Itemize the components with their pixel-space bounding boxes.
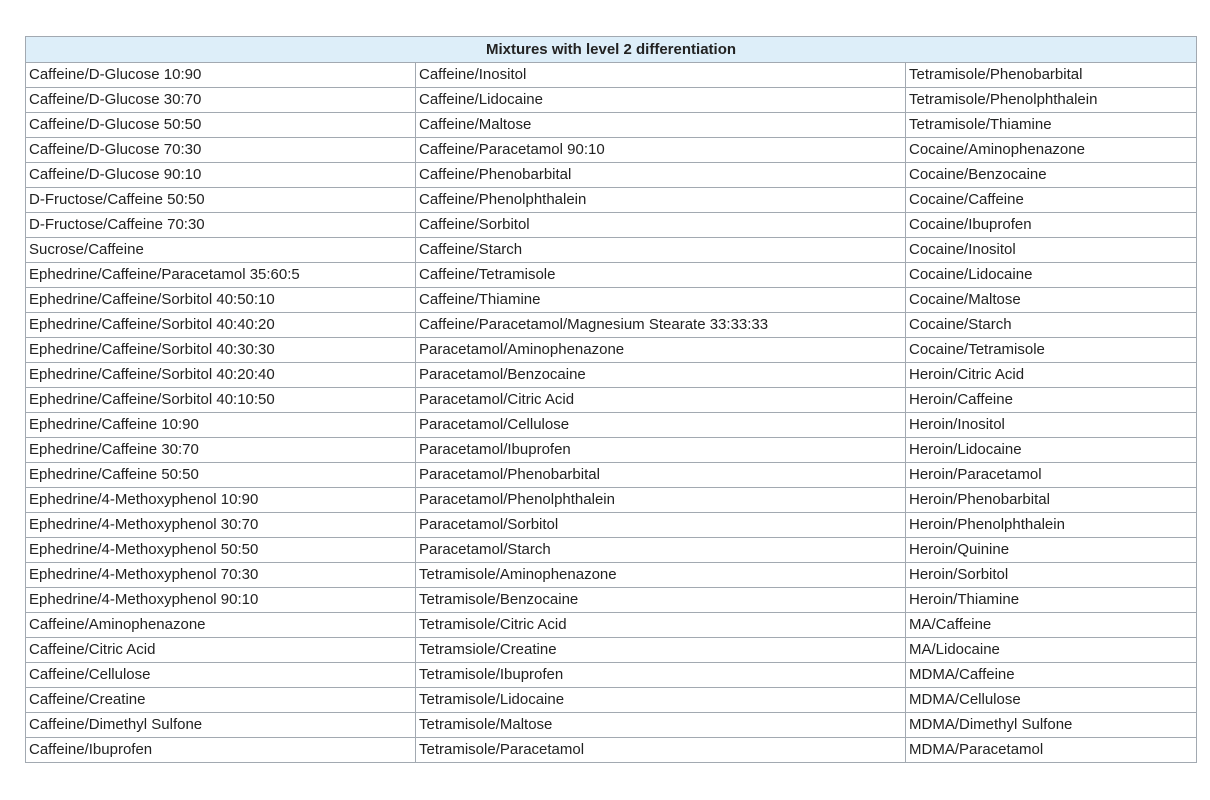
table-cell: Tetramisole/Maltose [416,713,906,738]
table-cell: Paracetamol/Sorbitol [416,513,906,538]
table-cell: Ephedrine/Caffeine/Sorbitol 40:20:40 [26,363,416,388]
table-cell: Caffeine/Thiamine [416,288,906,313]
table-cell: Cocaine/Lidocaine [906,263,1197,288]
table-cell: Caffeine/D-Glucose 90:10 [26,163,416,188]
table-cell: Heroin/Quinine [906,538,1197,563]
table-row [26,313,1197,338]
table-cell: Heroin/Sorbitol [906,563,1197,588]
table-row [26,263,1197,288]
table-title: Mixtures with level 2 differentiation [26,37,1197,63]
table-row [26,563,1197,588]
table-row [26,438,1197,463]
table-cell: Tetramisole/Paracetamol [416,738,906,763]
table-header-row [26,37,1197,63]
table-body [26,63,1197,763]
table-cell: Caffeine/Paracetamol 90:10 [416,138,906,163]
table-cell: Paracetamol/Benzocaine [416,363,906,388]
table-cell: Caffeine/D-Glucose 10:90 [26,63,416,88]
table-cell: Heroin/Thiamine [906,588,1197,613]
table-row [26,463,1197,488]
table-cell: MDMA/Paracetamol [906,738,1197,763]
table-cell: Caffeine/Citric Acid [26,638,416,663]
table-cell: Cocaine/Tetramisole [906,338,1197,363]
table-cell: Caffeine/Lidocaine [416,88,906,113]
table-cell: D-Fructose/Caffeine 70:30 [26,213,416,238]
table-cell: MDMA/Caffeine [906,663,1197,688]
table-cell: D-Fructose/Caffeine 50:50 [26,188,416,213]
table-row [26,488,1197,513]
table-row [26,288,1197,313]
table-cell: Ephedrine/4-Methoxyphenol 50:50 [26,538,416,563]
table-cell: Tetramisole/Citric Acid [416,613,906,638]
table-cell: Ephedrine/Caffeine/Sorbitol 40:50:10 [26,288,416,313]
table-row [26,363,1197,388]
table-row [26,88,1197,113]
table-cell: Caffeine/Aminophenazone [26,613,416,638]
table-cell: Ephedrine/4-Methoxyphenol 10:90 [26,488,416,513]
table-cell: Heroin/Paracetamol [906,463,1197,488]
table-cell: Heroin/Phenolphthalein [906,513,1197,538]
table-row [26,163,1197,188]
table-row [26,713,1197,738]
table-cell: Paracetamol/Ibuprofen [416,438,906,463]
table-cell: Heroin/Citric Acid [906,363,1197,388]
table-cell: Caffeine/D-Glucose 50:50 [26,113,416,138]
table-cell: Caffeine/D-Glucose 30:70 [26,88,416,113]
table-cell: Caffeine/Inositol [416,63,906,88]
table-cell: Cocaine/Benzocaine [906,163,1197,188]
table-cell: Cocaine/Aminophenazone [906,138,1197,163]
table-cell: Heroin/Lidocaine [906,438,1197,463]
table-cell: Paracetamol/Phenolphthalein [416,488,906,513]
table-row [26,63,1197,88]
table-row [26,213,1197,238]
table-cell: Ephedrine/Caffeine/Sorbitol 40:40:20 [26,313,416,338]
table-cell: Caffeine/Starch [416,238,906,263]
table-cell: Paracetamol/Starch [416,538,906,563]
table-row [26,238,1197,263]
table-cell: Ephedrine/4-Methoxyphenol 30:70 [26,513,416,538]
table-cell: Paracetamol/Cellulose [416,413,906,438]
table-row [26,113,1197,138]
table-row [26,138,1197,163]
table-row [26,638,1197,663]
table-cell: Cocaine/Inositol [906,238,1197,263]
table-cell: Caffeine/Tetramisole [416,263,906,288]
table-cell: Heroin/Inositol [906,413,1197,438]
table-cell: Caffeine/Ibuprofen [26,738,416,763]
table-row [26,413,1197,438]
table-cell: Paracetamol/Citric Acid [416,388,906,413]
table-row [26,513,1197,538]
table-cell: Tetramisole/Lidocaine [416,688,906,713]
table-cell: Caffeine/Paracetamol/Magnesium Stearate 33:33:33 [416,313,906,338]
table-row [26,388,1197,413]
table-cell: Paracetamol/Phenobarbital [416,463,906,488]
table-cell: Ephedrine/4-Methoxyphenol 70:30 [26,563,416,588]
table-row [26,538,1197,563]
table-cell: Caffeine/Phenobarbital [416,163,906,188]
mixtures-table [25,36,1197,763]
table-row [26,613,1197,638]
table-cell: Ephedrine/4-Methoxyphenol 90:10 [26,588,416,613]
table-cell: Caffeine/Maltose [416,113,906,138]
table-row [26,188,1197,213]
table-cell: Tetramisole/Phenobarbital [906,63,1197,88]
table-cell: Caffeine/Cellulose [26,663,416,688]
table-cell: MDMA/Dimethyl Sulfone [906,713,1197,738]
table-cell: Cocaine/Starch [906,313,1197,338]
table-row [26,588,1197,613]
table-cell: Ephedrine/Caffeine 50:50 [26,463,416,488]
table-cell: Sucrose/Caffeine [26,238,416,263]
table-cell: Caffeine/Sorbitol [416,213,906,238]
table-cell: MDMA/Cellulose [906,688,1197,713]
table-cell: Paracetamol/Aminophenazone [416,338,906,363]
table-cell: Ephedrine/Caffeine/Paracetamol 35:60:5 [26,263,416,288]
table-cell: Caffeine/D-Glucose 70:30 [26,138,416,163]
table-cell: Caffeine/Dimethyl Sulfone [26,713,416,738]
table-row [26,738,1197,763]
table-cell: Caffeine/Phenolphthalein [416,188,906,213]
table-cell: Tetramisole/Aminophenazone [416,563,906,588]
table-cell: Ephedrine/Caffeine 10:90 [26,413,416,438]
table-cell: Tetramisole/Thiamine [906,113,1197,138]
table-cell: Ephedrine/Caffeine/Sorbitol 40:10:50 [26,388,416,413]
table-cell: MA/Lidocaine [906,638,1197,663]
table-cell: Heroin/Phenobarbital [906,488,1197,513]
table-cell: Cocaine/Ibuprofen [906,213,1197,238]
table-cell: Tetramisole/Ibuprofen [416,663,906,688]
table-cell: Tetramsiole/Creatine [416,638,906,663]
mixtures-table-container [25,36,1196,763]
table-cell: Cocaine/Caffeine [906,188,1197,213]
table-cell: Tetramisole/Phenolphthalein [906,88,1197,113]
table-cell: Heroin/Caffeine [906,388,1197,413]
table-cell: MA/Caffeine [906,613,1197,638]
table-row [26,688,1197,713]
table-cell: Ephedrine/Caffeine 30:70 [26,438,416,463]
table-cell: Cocaine/Maltose [906,288,1197,313]
table-cell: Tetramisole/Benzocaine [416,588,906,613]
table-row [26,663,1197,688]
table-cell: Caffeine/Creatine [26,688,416,713]
table-row [26,338,1197,363]
table-cell: Ephedrine/Caffeine/Sorbitol 40:30:30 [26,338,416,363]
